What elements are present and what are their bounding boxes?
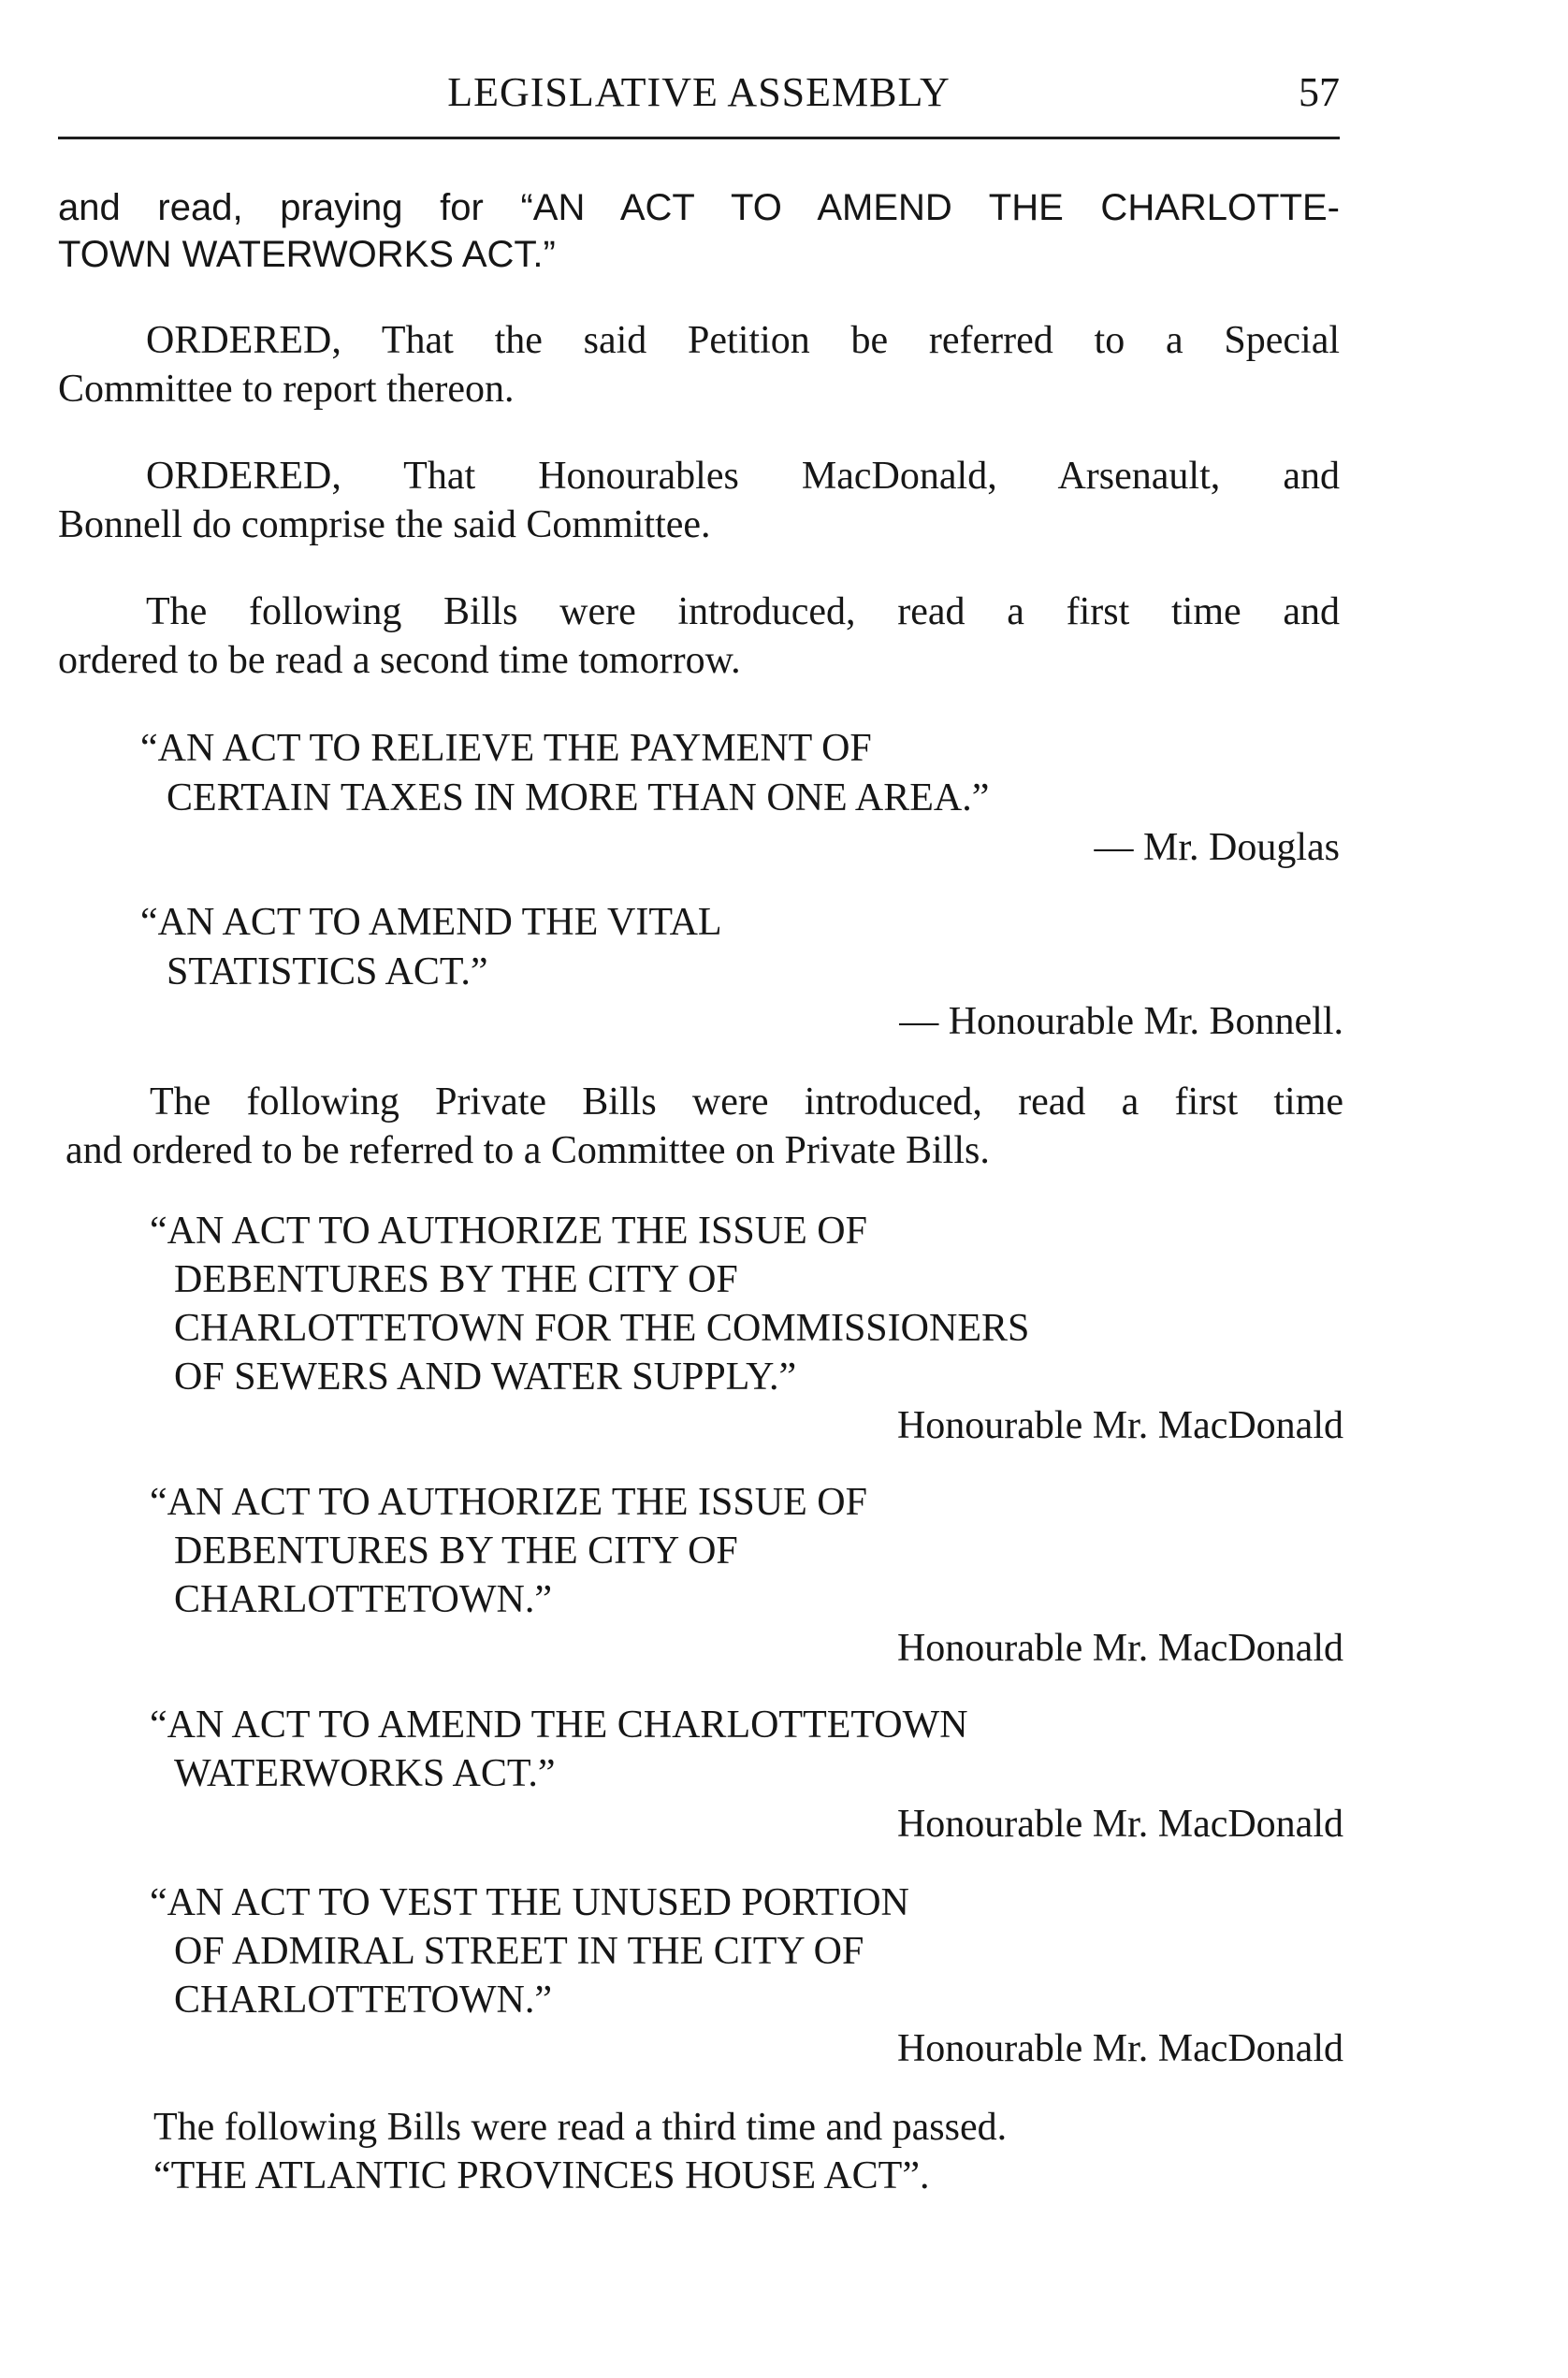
paragraph-line: ordered to be read a second time tomorrow. bbox=[58, 639, 741, 682]
page-header bbox=[58, 69, 1340, 116]
paragraph-line: The following Private Bills were introduced, read a first time bbox=[150, 1080, 1343, 1124]
paragraph-line: The following Bills were introduced, read a first time and bbox=[146, 590, 1340, 633]
bill-title-line: CHARLOTTETOWN.” bbox=[174, 1578, 552, 1621]
bill-title-line: “AN ACT TO AUTHORIZE THE ISSUE OF bbox=[150, 1481, 867, 1524]
bill-title-line: WATERWORKS ACT.” bbox=[174, 1752, 556, 1795]
bill-title-line: CHARLOTTETOWN FOR THE COMMISSIONERS bbox=[174, 1307, 1030, 1350]
paragraph-line: and ordered to be referred to a Committee on Private Bills. bbox=[65, 1129, 990, 1172]
bill-title-line: CHARLOTTETOWN.” bbox=[174, 1979, 552, 2022]
bill-title-line: “AN ACT TO VEST THE UNUSED PORTION bbox=[150, 1881, 909, 1924]
bill-title-line: STATISTICS ACT.” bbox=[167, 950, 488, 993]
bill-sponsor: Honourable Mr. MacDonald bbox=[896, 2027, 1343, 2070]
paragraph-line: Bonnell do comprise the said Committee. bbox=[58, 503, 711, 546]
paragraph-line: ORDERED, That Honourables MacDonald, Arsenault, and bbox=[146, 455, 1340, 498]
bill-title-line: OF SEWERS AND WATER SUPPLY.” bbox=[174, 1356, 797, 1399]
bill-sponsor: Honourable Mr. MacDonald bbox=[896, 1803, 1343, 1846]
paragraph-line: The following Bills were read a third time and passed. bbox=[153, 2106, 1008, 2149]
running-title: LEGISLATIVE ASSEMBLY bbox=[447, 69, 951, 115]
paragraph-line: ORDERED, That the said Petition be referred to a Special bbox=[146, 319, 1340, 362]
paragraph-line: TOWN WATERWORKS ACT.” bbox=[58, 234, 556, 275]
bill-title-line: “AN ACT TO AMEND THE VITAL bbox=[140, 901, 722, 944]
bill-sponsor: — Mr. Douglas bbox=[1094, 826, 1340, 869]
bill-title-line: CERTAIN TAXES IN MORE THAN ONE AREA.” bbox=[167, 776, 990, 819]
bill-title-line: DEBENTURES BY THE CITY OF bbox=[174, 1258, 738, 1301]
bill-title-line: DEBENTURES BY THE CITY OF bbox=[174, 1530, 738, 1573]
paragraph-line: and read, praying for “AN ACT TO AMEND THE CHARLOTTE- bbox=[58, 187, 1340, 228]
bill-sponsor: — Honourable Mr. Bonnell. bbox=[899, 1000, 1343, 1043]
bill-sponsor: Honourable Mr. MacDonald bbox=[896, 1627, 1343, 1670]
bill-title-line: “AN ACT TO AMEND THE CHARLOTTETOWN bbox=[150, 1704, 968, 1747]
bill-title-line: “AN ACT TO AUTHORIZE THE ISSUE OF bbox=[150, 1210, 867, 1253]
bill-title-line: “AN ACT TO RELIEVE THE PAYMENT OF bbox=[140, 727, 872, 770]
page-number: 57 bbox=[1299, 69, 1340, 115]
bill-title-line: OF ADMIRAL STREET IN THE CITY OF bbox=[174, 1930, 864, 1973]
header-rule bbox=[58, 137, 1340, 139]
bill-sponsor: Honourable Mr. MacDonald bbox=[896, 1404, 1343, 1447]
paragraph-line: Committee to report thereon. bbox=[58, 368, 515, 411]
passed-bill-title: “THE ATLANTIC PROVINCES HOUSE ACT”. bbox=[153, 2154, 930, 2197]
